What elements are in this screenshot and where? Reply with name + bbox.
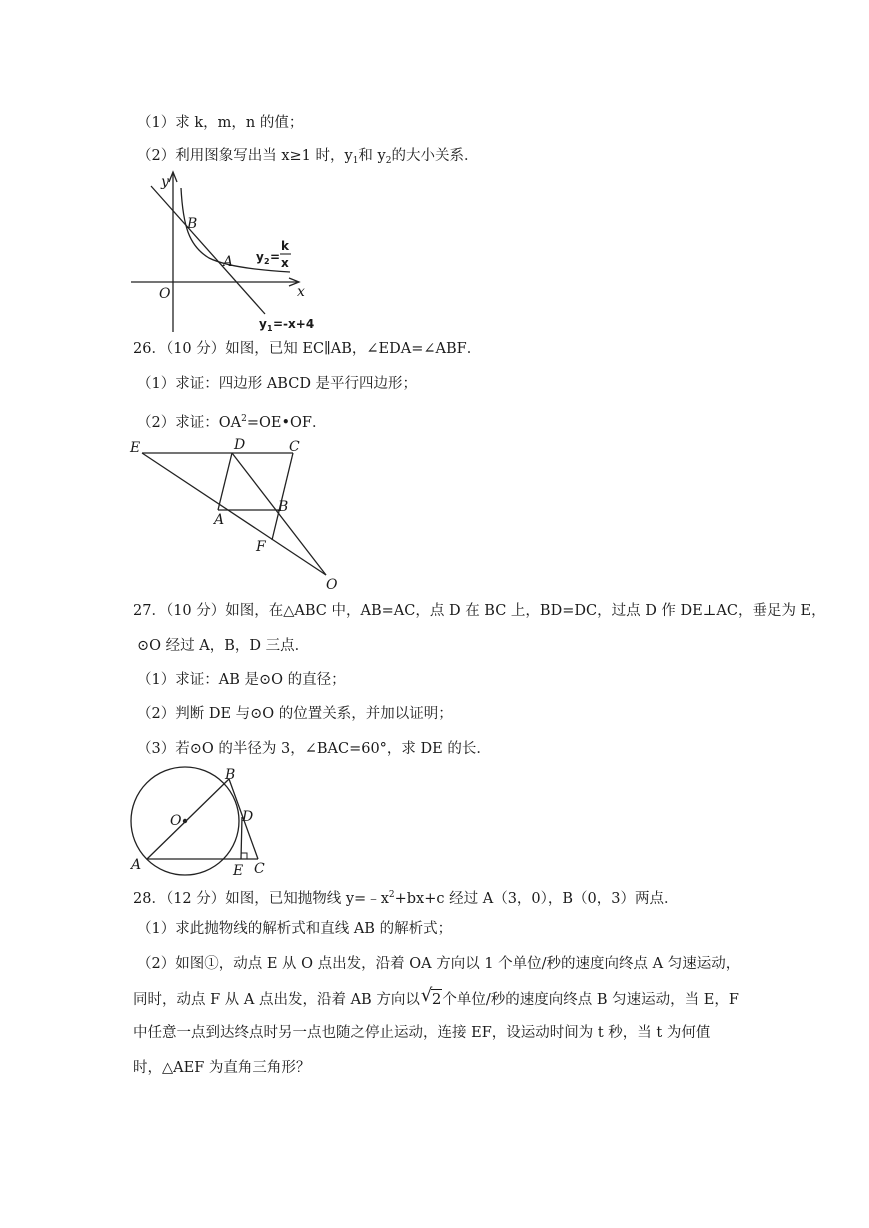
y1-rhs: =-x+4 bbox=[273, 317, 315, 331]
fig-label-c: C bbox=[289, 439, 300, 455]
right-angle-mark bbox=[241, 853, 247, 859]
fig-label-b: B bbox=[187, 216, 198, 232]
q26-part1: （1）求证：四边形 ABCD 是平行四边形； bbox=[137, 376, 418, 392]
y2-num: k bbox=[281, 239, 289, 253]
q28-part1: （1）求此抛物线的解析式和直线 AB 的解析式； bbox=[137, 921, 453, 937]
y1-lhs: y bbox=[259, 317, 267, 331]
q25-part1: （1）求 k，m，n 的值； bbox=[137, 115, 304, 131]
q28-part2-line1: （2）如图①，动点 E 从 O 点出发，沿着 OA 方向以 1 个单位/秒的速度向终点 A 匀速运动， bbox=[137, 956, 741, 972]
fig-label-f: F bbox=[256, 539, 266, 555]
q28-part2-line4: 时，△AEF 为直角三角形？ bbox=[133, 1060, 311, 1076]
fig-label-o: O bbox=[159, 286, 171, 302]
fig-label-b: B bbox=[278, 499, 289, 515]
q27-part3: （3）若⊙O 的半径为 3，∠BAC=60°，求 DE 的长． bbox=[137, 741, 491, 757]
sqrt-2: √ 2 bbox=[420, 985, 442, 1008]
q26-part2: （2）求证：$OA^2=OE•OF$． bbox=[137, 414, 327, 431]
fig-label-c: C bbox=[254, 861, 265, 877]
q25-part2: （2）利用图象写出当 x≥1 时，$y_1$和 $y_2$的大小关系． bbox=[137, 148, 479, 166]
q28-stem: 28．（12 分）如图，已知抛物线 $y=﹣x^2+bx+c$ 经过 A（3，0），B（0，3）两点． bbox=[133, 890, 679, 907]
q28-part2-line3: 中任意一点到达终点时另一点也随之停止运动，连接 EF，设运动时间为 t 秒，当 t 为何值 bbox=[133, 1025, 711, 1041]
q27-part1: （1）求证：AB 是⊙O 的直径； bbox=[137, 672, 346, 688]
q27-stem-line1: 27．（10 分）如图，在△ABC 中，AB=AC，点 D 在 BC 上，BD=DC，过点 D 作 DE⊥AC，垂足为 E， bbox=[133, 603, 826, 619]
fig-label-y: y bbox=[161, 174, 169, 190]
fig-label-e: E bbox=[233, 863, 244, 879]
segment-EO bbox=[142, 453, 326, 575]
fig-label-a: A bbox=[214, 512, 225, 528]
q25-figure bbox=[125, 166, 325, 336]
fig-label-o: O bbox=[326, 577, 338, 593]
fig-label-d: D bbox=[242, 809, 254, 825]
y2-eq: = bbox=[270, 250, 281, 264]
y1-sub: 1 bbox=[267, 324, 273, 333]
q26-stem: 26．（10 分）如图，已知 EC∥AB，∠EDA=∠ABF． bbox=[133, 341, 482, 357]
fig-label-a: A bbox=[131, 857, 142, 873]
fig-label-a: A bbox=[223, 254, 234, 270]
segment-AD bbox=[218, 453, 232, 510]
q27-figure bbox=[125, 765, 285, 880]
y2-den: x bbox=[281, 256, 289, 270]
y2-lhs: y bbox=[256, 250, 264, 264]
q27-stem-line2: ⊙O 经过 A，B，D 三点． bbox=[137, 638, 310, 654]
fig-label-e: E bbox=[130, 440, 141, 456]
q27-part2: （2）判断 DE 与⊙O 的位置关系，并加以证明； bbox=[137, 706, 453, 722]
fig-label-o: O bbox=[170, 813, 182, 829]
q28-part2-line2: 同时，动点 F 从 A 点出发，沿着 AB 方向以 √ 2个单位/秒的速度向终点 B 匀速运动，当 E，F bbox=[133, 985, 739, 1008]
fig-label-b: B bbox=[225, 767, 236, 783]
segment-AB bbox=[147, 779, 229, 859]
q26-figure bbox=[128, 436, 348, 596]
segment-CF bbox=[272, 453, 293, 540]
fig-label-x: x bbox=[297, 284, 305, 300]
y2-sub: 2 bbox=[264, 257, 270, 266]
fig-label-d: D bbox=[234, 437, 246, 453]
